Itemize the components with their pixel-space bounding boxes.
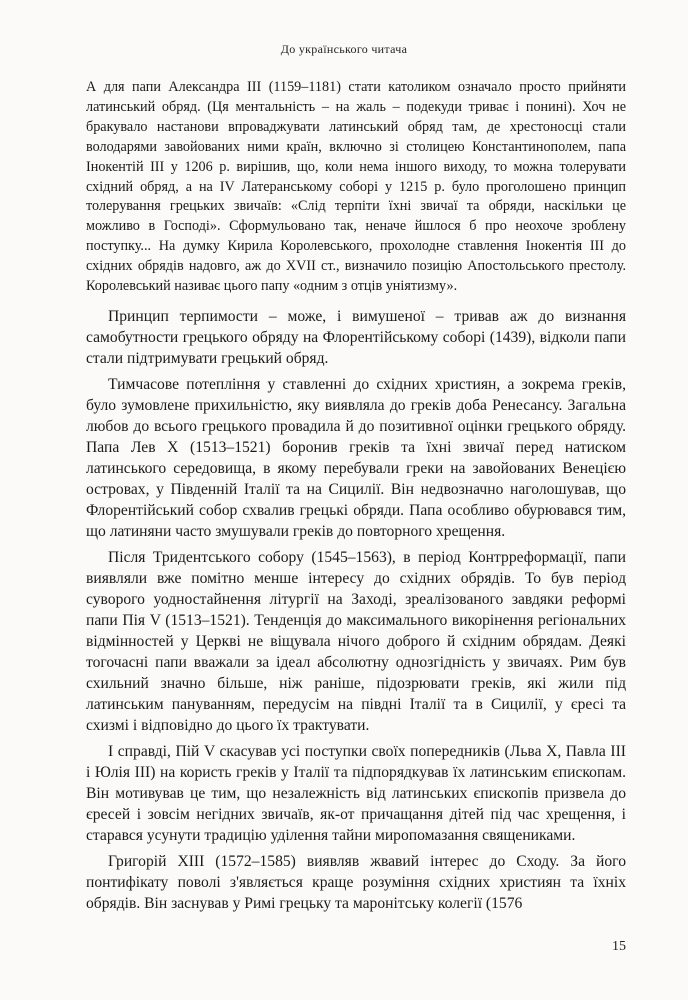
running-head: До українського читача bbox=[280, 42, 408, 56]
paragraph-1: Принцип терпимости – може, і вимушеної – тривав аж до визнання самобутности грецького обряду на Флорентійському соборі (1439), відколи папи стали підтримувати грецький обряд. bbox=[86, 308, 626, 367]
block-quote bbox=[86, 78, 626, 297]
paragraph-3: Після Тридентського собору (1545–1563), в період Контрреформації, папи виявляли вже помітно менше інтересу до східних обрядів. То був період суворого уодностайнення літургії на Заході, зреалізованого завдяки реформі папи Пія V (1513–1521). Тенденція до максимального викорінення регіональних відмінностей у Церкві не віщувала нічого доброго й східним обрядам. Деякі тогочасні папи вважали за ідеал абсолютну однозгідність у звичаях. Рим був схильний значно більше, ніж раніше, підозрювати греків, які жили під латинським пануванням, передусім на півдні Італії та в Сицилії, у єресі та схизмі і відповідно до цього їх трактувати. bbox=[86, 549, 626, 734]
paragraph-4: І справді, Пій V скасував усі поступки своїх попередників (Льва X, Павла III і Юлія III) на користь греків у Італії та підпорядкував їх латинським єпископам. Він мотивував це тим, що незалежність від латинських єпископів призвела до єресей і зовсім негідних звичаїв, як-от причащання дітей під час хрещення, і старався усунути традицію уділення тайни миропомазання священиками. bbox=[86, 743, 626, 844]
page-number: 15 bbox=[612, 939, 626, 954]
paragraph-2: Тимчасове потепління у ставленні до східних християн, а зокрема греків, було зумовлене прихильністю, яку виявляла до греків доба Ренесансу. Загальна любов до всього грецького провадила й до позитивної оцінки грецького обряду. Папа Лев X (1513–1521) боронив греків та їхні звичаї перед натиском латинського середовища, в якому перебували греки на завойованих Венецією островах, у Південній Італії та на Сицилії. Він недвозначно наголошував, що Флорентійський собор схвалив грецькі обряди. Папа особливо обурювався тим, що латиняни часто змушували греків до повторного хрещення. bbox=[86, 376, 626, 540]
main-text bbox=[86, 306, 626, 919]
paragraph-5: Григорій XIII (1572–1585) виявляв жвавий інтерес до Сходу. За його понтифікату поволі з'являється краще розуміння східних християн та їхніх обрядів. Він заснував у Римі грецьку та маронітську колегії (1576 bbox=[86, 853, 626, 912]
quote-text: А для папи Александра III (1159–1181) стати католиком означало просто прийняти латинський обряд. (Ця ментальність – на жаль – подекуди триває і понині). Хоч не бракувало настанови впроваджувати латинський обряд там, де хрестоносці стали володарями завойованих ними країн, включно зі столицею Константинополем, папа Інокентій III у 1206 р. вирішив, що, коли нема іншого виходу, то можна толерувати східний обряд, а на IV Латеранському соборі у 1215 р. було проголошено принцип толерування грецьких звичаїв: «Слід терпіти їхні звичаї та обряди, наскільки це можливо в Господі». Сформульовано так, неначе йшлося б про неохоче зроблену поступку... На думку Кирила Королевського, прохолодне ставлення Інокентія III до східних обрядів надовго, аж до XVII ст., визначило позицію Апостольського престолу. Королевський називає цього папу «одним з отців уніятизму». bbox=[86, 79, 626, 295]
